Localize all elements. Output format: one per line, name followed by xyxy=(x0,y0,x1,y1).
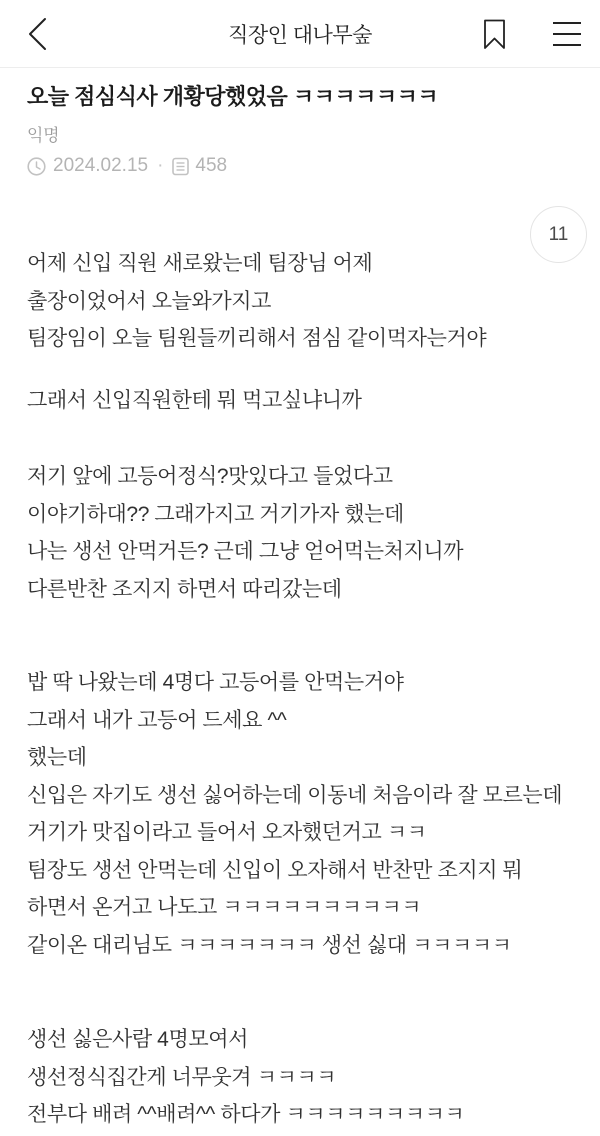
post-meta-row xyxy=(27,154,573,178)
post-text-line: 신입은 자기도 생선 싫어하는데 이동네 처음이라 잘 모르는데 xyxy=(27,783,563,807)
post-body xyxy=(27,245,573,1134)
post-text-line: 하면서 온거고 나도고 ㅋㅋㅋㅋㅋㅋㅋㅋㅋㅋ xyxy=(27,896,422,919)
post-text-line: 이야기하대?? 그래가지고 거기가자 했는데 xyxy=(27,502,404,526)
comment-count: 11 xyxy=(548,223,569,245)
post-text-line: 팀장도 생선 안먹는데 신입이 오자해서 반찬만 조지지 뭐 xyxy=(27,858,523,882)
post-text-line: 다른반찬 조지지 하면서 따리갔는데 xyxy=(27,577,342,601)
post-paragraph xyxy=(27,245,573,358)
post-text-line: 같이온 대리님도 ㅋㅋㅋㅋㅋㅋㅋ 생선 싫대 ㅋㅋㅋㅋㅋ xyxy=(27,933,512,957)
post-text-line: 나는 생선 안먹거든? 근데 그냥 얻어먹는처지니까 xyxy=(27,540,464,563)
post-article xyxy=(0,81,600,1134)
menu-button[interactable] xyxy=(551,0,583,68)
post-title: 오늘 점심식사 개황당했었음 ㅋㅋㅋㅋㅋㅋㅋ xyxy=(27,84,439,109)
comment-count-bubble[interactable] xyxy=(530,206,587,263)
post-text-line: 그래서 신입직원한테 뭐 먹고싶냐니까 xyxy=(27,388,362,412)
post-paragraph xyxy=(27,458,573,608)
post-date: 2024.02.15 xyxy=(53,155,149,176)
post-paragraph xyxy=(27,1021,573,1134)
post-text-line: 했는데 xyxy=(27,746,87,769)
post-text-line: 어제 신입 직원 새로왔는데 팀장님 어제 xyxy=(27,252,373,275)
post-text-line: 출장이었어서 오늘와가지고 xyxy=(27,289,272,313)
post-text-line: 생선 싫은사람 4명모여서 xyxy=(27,1028,249,1051)
post-text-line: 저기 앞에 고등어정식?맛있다고 들었다고 xyxy=(27,465,393,488)
bookmark-icon xyxy=(483,19,506,50)
post-paragraph xyxy=(27,382,573,420)
post-text-line: 생선정식집간게 너무웃겨 ㅋㅋㅋㅋ xyxy=(27,1065,337,1089)
post-text-line: 밥 딱 나왔는데 4명다 고등어를 안먹는거야 xyxy=(27,671,404,694)
post-text-line: 그래서 내가 고등어 드세요 ^^ xyxy=(27,708,287,732)
post-author: 익명 xyxy=(27,126,60,145)
navbar xyxy=(0,0,600,68)
views-icon xyxy=(172,157,189,176)
post-view-count: 458 xyxy=(195,155,228,176)
post-text-line: 전부다 배려 ^^배려^^ 하다가 ㅋㅋㅋㅋㅋㅋㅋㅋㅋ xyxy=(27,1103,465,1126)
meta-separator: · xyxy=(157,155,164,176)
hamburger-menu-icon xyxy=(552,21,582,47)
post-text-line: 거기가 맛집이라고 들어서 오자했던거고 ㅋㅋ xyxy=(27,821,427,844)
bookmark-button[interactable] xyxy=(480,0,508,68)
clock-icon xyxy=(27,157,46,176)
post-text-line: 팀장임이 오늘 팀원들끼리해서 점심 같이먹자는거야 xyxy=(27,327,487,350)
post-paragraph xyxy=(27,664,573,964)
page-title: 직장인 대나무숲 xyxy=(228,24,372,47)
